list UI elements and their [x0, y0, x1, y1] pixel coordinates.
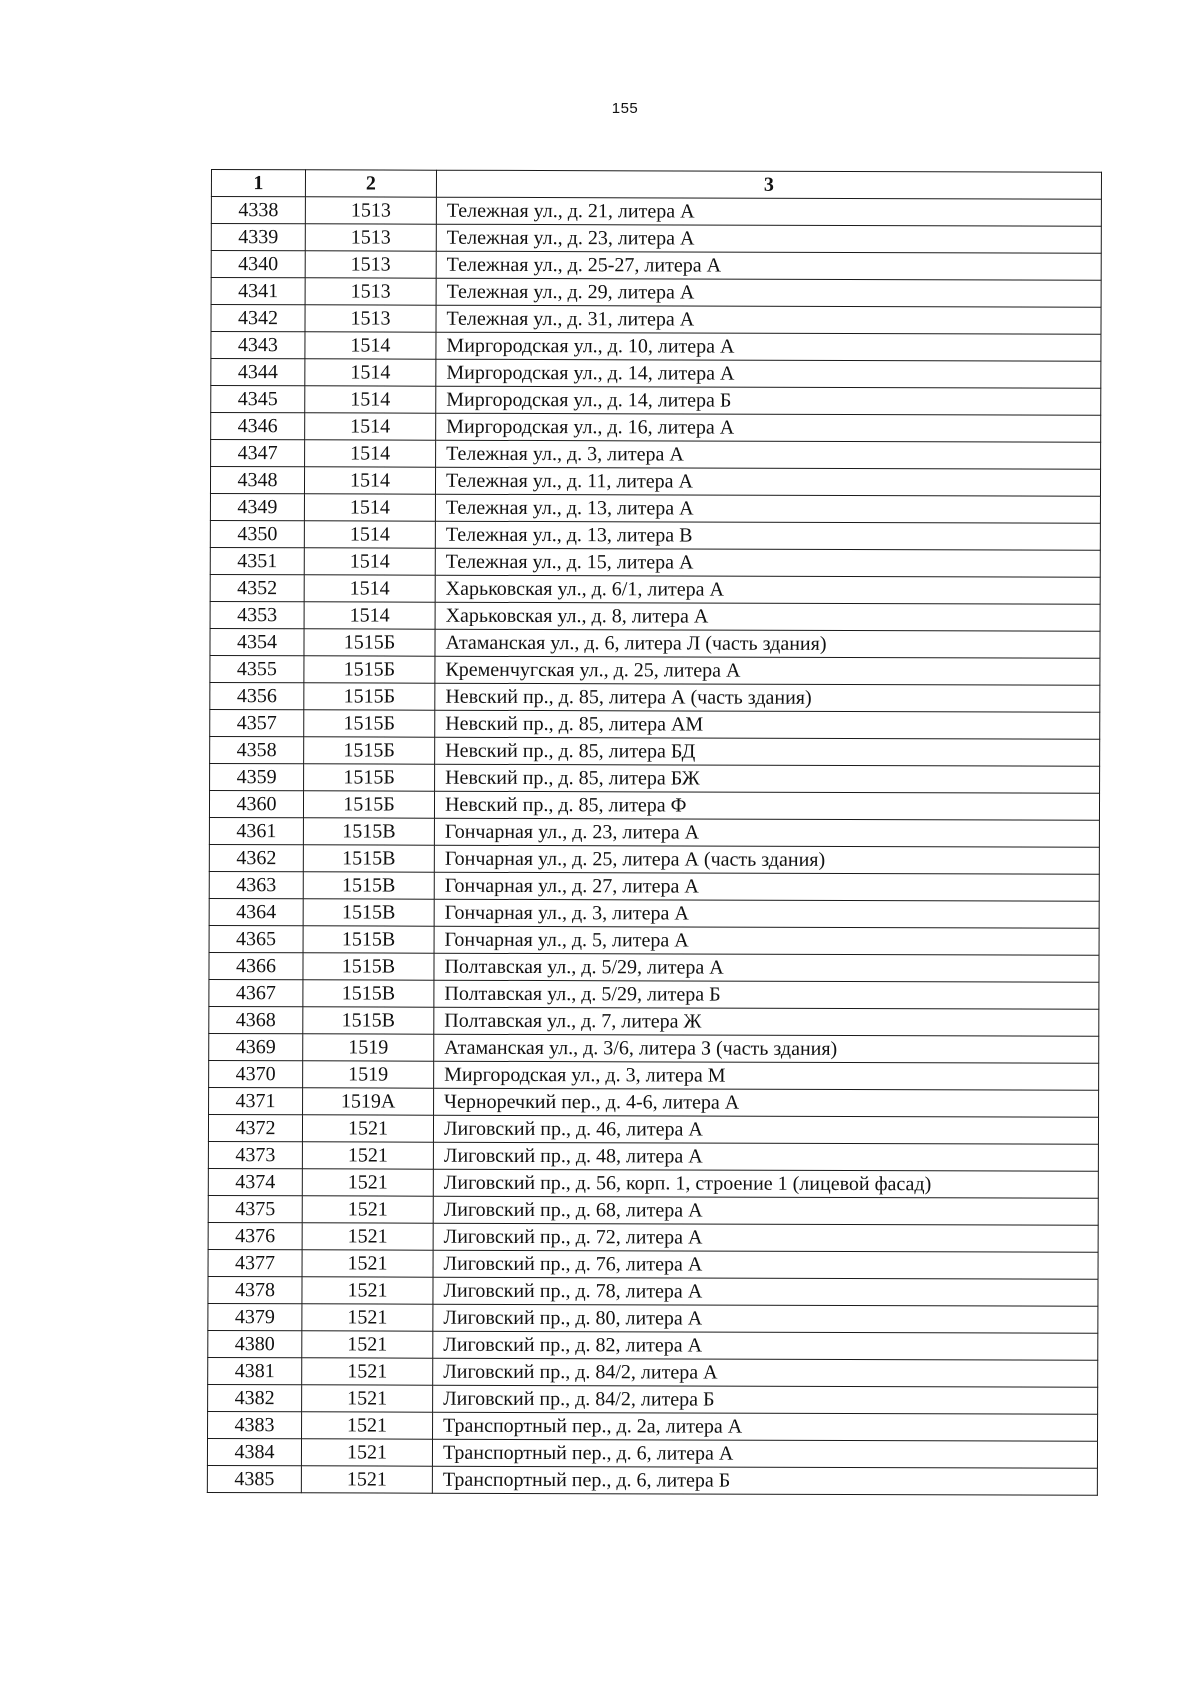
block-cell: 1515В	[303, 980, 434, 1007]
row-number-cell: 4369	[209, 1033, 303, 1060]
row-number-cell: 4380	[208, 1330, 302, 1357]
table-row	[209, 790, 1099, 820]
table-row	[210, 467, 1100, 497]
table-row	[211, 413, 1101, 443]
table-row	[210, 628, 1100, 658]
table-row	[209, 979, 1099, 1009]
row-number-cell: 4345	[211, 386, 305, 413]
block-cell: 1521	[301, 1466, 432, 1493]
row-number-cell: 4364	[209, 898, 303, 925]
address-cell: Лиговский пр., д. 76, литера А	[433, 1250, 1098, 1279]
address-cell: Лиговский пр., д. 84/2, литера А	[433, 1358, 1098, 1387]
block-cell: 1519	[303, 1061, 434, 1088]
row-number-cell: 4341	[211, 278, 305, 305]
block-cell: 1514	[304, 575, 435, 602]
row-number-cell: 4372	[208, 1114, 302, 1141]
table-row	[210, 493, 1100, 523]
table-row	[209, 1087, 1099, 1117]
table-row	[209, 952, 1099, 982]
table-row	[209, 925, 1099, 955]
block-cell: 1521	[302, 1277, 433, 1304]
block-cell: 1515Б	[304, 683, 435, 710]
row-number-cell: 4374	[208, 1168, 302, 1195]
address-cell: Транспортный пер., д. 2а, литера А	[433, 1412, 1098, 1441]
table-row	[210, 763, 1100, 793]
block-cell: 1515Б	[304, 764, 435, 791]
table-row	[211, 224, 1101, 254]
address-cell: Лиговский пр., д. 78, литера А	[433, 1277, 1098, 1306]
table-row	[208, 1222, 1098, 1252]
address-cell: Тележная ул., д. 23, литера А	[436, 224, 1101, 253]
row-number-cell: 4376	[208, 1222, 302, 1249]
table-row	[208, 1330, 1098, 1360]
block-cell: 1519	[303, 1034, 434, 1061]
table-row	[211, 305, 1101, 335]
address-cell: Полтавская ул., д. 7, литера Ж	[434, 1007, 1099, 1036]
address-cell: Транспортный пер., д. 6, литера А	[432, 1439, 1097, 1468]
table-row	[210, 547, 1100, 577]
block-cell: 1513	[305, 224, 436, 251]
table-row	[208, 1357, 1098, 1387]
block-cell: 1513	[305, 251, 436, 278]
block-cell: 1521	[302, 1331, 433, 1358]
row-number-cell: 4383	[208, 1411, 302, 1438]
block-cell: 1519А	[303, 1088, 434, 1115]
table-row	[210, 709, 1100, 739]
row-number-cell: 4351	[210, 547, 304, 574]
row-number-cell: 4382	[208, 1384, 302, 1411]
block-cell: 1515Б	[304, 629, 435, 656]
address-cell: Тележная ул., д. 31, литера А	[436, 305, 1101, 334]
block-cell: 1515Б	[303, 791, 434, 818]
address-cell: Тележная ул., д. 25-27, литера А	[436, 251, 1101, 280]
table-row	[208, 1249, 1098, 1279]
address-cell: Невский пр., д. 85, литера БД	[435, 737, 1100, 766]
table-row	[209, 1006, 1099, 1036]
table-row	[208, 1141, 1098, 1171]
row-number-cell: 4347	[211, 440, 305, 467]
table-row	[211, 440, 1101, 470]
table-row	[210, 736, 1100, 766]
block-cell: 1521	[301, 1439, 432, 1466]
address-cell: Лиговский пр., д. 82, литера А	[433, 1331, 1098, 1360]
address-cell: Тележная ул., д. 11, литера А	[435, 467, 1100, 496]
row-number-cell: 4340	[211, 251, 305, 278]
address-cell: Тележная ул., д. 13, литера А	[435, 494, 1100, 523]
block-cell: 1514	[304, 521, 435, 548]
page-number: 155	[611, 100, 639, 117]
block-cell: 1513	[305, 197, 436, 224]
address-cell: Тележная ул., д. 15, литера А	[435, 548, 1100, 577]
table-row	[209, 1060, 1099, 1090]
block-cell: 1515Б	[304, 737, 435, 764]
row-number-cell: 4366	[209, 952, 303, 979]
row-number-cell: 4350	[210, 520, 304, 547]
address-cell: Кременчугская ул., д. 25, литера А	[435, 656, 1100, 685]
table-row	[211, 359, 1101, 389]
table-row	[208, 1195, 1098, 1225]
row-number-cell: 4385	[207, 1465, 301, 1492]
address-cell: Гончарная ул., д. 25, литера А (часть здания)	[434, 845, 1099, 874]
table-row	[209, 1033, 1099, 1063]
address-cell: Лиговский пр., д. 72, литера А	[433, 1223, 1098, 1252]
row-number-cell: 4353	[210, 601, 304, 628]
table-row	[209, 871, 1099, 901]
row-number-cell: 4356	[210, 682, 304, 709]
column-header-1: 1	[211, 170, 305, 197]
row-number-cell: 4339	[211, 224, 305, 251]
table-header	[211, 170, 1101, 200]
block-cell: 1521	[302, 1250, 433, 1277]
address-cell: Миргородская ул., д. 3, литера М	[434, 1061, 1099, 1090]
address-cell: Лиговский пр., д. 46, литера А	[433, 1115, 1098, 1144]
table-row	[209, 898, 1099, 928]
block-cell: 1514	[304, 494, 435, 521]
row-number-cell: 4352	[210, 574, 304, 601]
row-number-cell: 4379	[208, 1303, 302, 1330]
block-cell: 1521	[302, 1358, 433, 1385]
address-cell: Гончарная ул., д. 5, литера А	[434, 926, 1099, 955]
address-cell: Миргородская ул., д. 10, литера А	[436, 332, 1101, 361]
address-cell: Полтавская ул., д. 5/29, литера Б	[434, 980, 1099, 1009]
block-cell: 1514	[304, 467, 435, 494]
address-cell: Тележная ул., д. 13, литера В	[435, 521, 1100, 550]
block-cell: 1521	[302, 1385, 433, 1412]
table-row	[208, 1168, 1098, 1198]
block-cell: 1521	[302, 1196, 433, 1223]
row-number-cell: 4348	[210, 467, 304, 494]
address-cell: Харьковская ул., д. 6/1, литера А	[435, 575, 1100, 604]
row-number-cell: 4370	[209, 1060, 303, 1087]
block-cell: 1514	[305, 359, 436, 386]
address-cell: Миргородская ул., д. 14, литера А	[436, 359, 1101, 388]
row-number-cell: 4357	[210, 709, 304, 736]
row-number-cell: 4378	[208, 1276, 302, 1303]
table-row	[209, 817, 1099, 847]
address-cell: Атаманская ул., д. 3/6, литера З (часть здания)	[434, 1034, 1099, 1063]
table-row	[210, 574, 1100, 604]
block-cell: 1521	[302, 1223, 433, 1250]
block-cell: 1521	[302, 1304, 433, 1331]
block-cell: 1514	[304, 602, 435, 629]
row-number-cell: 4354	[210, 628, 304, 655]
row-number-cell: 4349	[210, 493, 304, 520]
table-row	[210, 682, 1100, 712]
block-cell: 1515В	[303, 818, 434, 845]
row-number-cell: 4361	[209, 817, 303, 844]
block-cell: 1515В	[303, 926, 434, 953]
row-number-cell: 4368	[209, 1006, 303, 1033]
row-number-cell: 4362	[209, 844, 303, 871]
block-cell: 1515В	[303, 872, 434, 899]
table-row	[211, 251, 1101, 281]
address-cell: Невский пр., д. 85, литера А (часть здания)	[435, 683, 1100, 712]
row-number-cell: 4384	[207, 1438, 301, 1465]
address-cell: Миргородская ул., д. 16, литера А	[436, 413, 1101, 442]
row-number-cell: 4365	[209, 925, 303, 952]
address-cell: Невский пр., д. 85, литера АМ	[435, 710, 1100, 739]
row-number-cell: 4377	[208, 1249, 302, 1276]
block-cell: 1514	[304, 548, 435, 575]
address-cell: Невский пр., д. 85, литера Ф	[434, 791, 1099, 820]
block-cell: 1514	[305, 440, 436, 467]
block-cell: 1521	[302, 1115, 433, 1142]
row-number-cell: 4358	[210, 736, 304, 763]
table-row	[210, 655, 1100, 685]
block-cell: 1515В	[303, 953, 434, 980]
block-cell: 1521	[302, 1142, 433, 1169]
block-cell: 1514	[305, 386, 436, 413]
row-number-cell: 4342	[211, 305, 305, 332]
address-cell: Гончарная ул., д. 23, литера А	[434, 818, 1099, 847]
address-cell: Тележная ул., д. 3, литера А	[436, 440, 1101, 469]
row-number-cell: 4338	[211, 197, 305, 224]
block-cell: 1514	[305, 413, 436, 440]
header-row	[211, 170, 1101, 200]
address-cell: Тележная ул., д. 21, литера А	[436, 197, 1101, 226]
table-row	[208, 1411, 1098, 1441]
column-header-3: 3	[436, 170, 1101, 199]
block-cell: 1515В	[303, 845, 434, 872]
row-number-cell: 4373	[208, 1141, 302, 1168]
table-row	[207, 1465, 1097, 1495]
table-body	[207, 197, 1101, 1496]
address-cell: Харьковская ул., д. 8, литера А	[435, 602, 1100, 631]
table-row	[211, 386, 1101, 416]
table-row	[209, 844, 1099, 874]
address-cell: Лиговский пр., д. 80, литера А	[433, 1304, 1098, 1333]
table-row	[211, 278, 1101, 308]
table-row	[208, 1303, 1098, 1333]
row-number-cell: 4375	[208, 1195, 302, 1222]
address-cell: Гончарная ул., д. 27, литера А	[434, 872, 1099, 901]
address-cell: Лиговский пр., д. 68, литера А	[433, 1196, 1098, 1225]
row-number-cell: 4371	[209, 1087, 303, 1114]
row-number-cell: 4359	[210, 763, 304, 790]
row-number-cell: 4360	[209, 790, 303, 817]
row-number-cell: 4367	[209, 979, 303, 1006]
address-cell: Невский пр., д. 85, литера БЖ	[435, 764, 1100, 793]
address-cell: Гончарная ул., д. 3, литера А	[434, 899, 1099, 928]
block-cell: 1514	[305, 332, 436, 359]
address-cell: Лиговский пр., д. 56, корп. 1, строение 1 (лицевой фасад)	[433, 1169, 1098, 1198]
block-cell: 1521	[302, 1169, 433, 1196]
row-number-cell: 4344	[211, 359, 305, 386]
address-cell: Черноречкий пер., д. 4-6, литера А	[434, 1088, 1099, 1117]
block-cell: 1515В	[303, 1007, 434, 1034]
table-row	[208, 1384, 1098, 1414]
table-row	[211, 332, 1101, 362]
block-cell: 1513	[305, 278, 436, 305]
row-number-cell: 4343	[211, 332, 305, 359]
table-row	[208, 1114, 1098, 1144]
block-cell: 1515В	[303, 899, 434, 926]
block-cell: 1515Б	[304, 656, 435, 683]
table-row	[208, 1276, 1098, 1306]
row-number-cell: 4346	[211, 413, 305, 440]
table-row	[210, 601, 1100, 631]
column-header-2: 2	[305, 170, 436, 197]
address-cell: Тележная ул., д. 29, литера А	[436, 278, 1101, 307]
address-cell: Транспортный пер., д. 6, литера Б	[432, 1466, 1097, 1495]
table-row	[211, 197, 1101, 227]
table-row	[210, 520, 1100, 550]
address-cell: Миргородская ул., д. 14, литера Б	[436, 386, 1101, 415]
block-cell: 1515Б	[304, 710, 435, 737]
address-cell: Лиговский пр., д. 84/2, литера Б	[433, 1385, 1098, 1414]
objects-table	[207, 169, 1102, 1496]
table-row	[207, 1438, 1097, 1468]
row-number-cell: 4363	[209, 871, 303, 898]
address-cell: Полтавская ул., д. 5/29, литера А	[434, 953, 1099, 982]
address-cell: Атаманская ул., д. 6, литера Л (часть здания)	[435, 629, 1100, 658]
row-number-cell: 4355	[210, 655, 304, 682]
block-cell: 1513	[305, 305, 436, 332]
row-number-cell: 4381	[208, 1357, 302, 1384]
block-cell: 1521	[302, 1412, 433, 1439]
address-cell: Лиговский пр., д. 48, литера А	[433, 1142, 1098, 1171]
